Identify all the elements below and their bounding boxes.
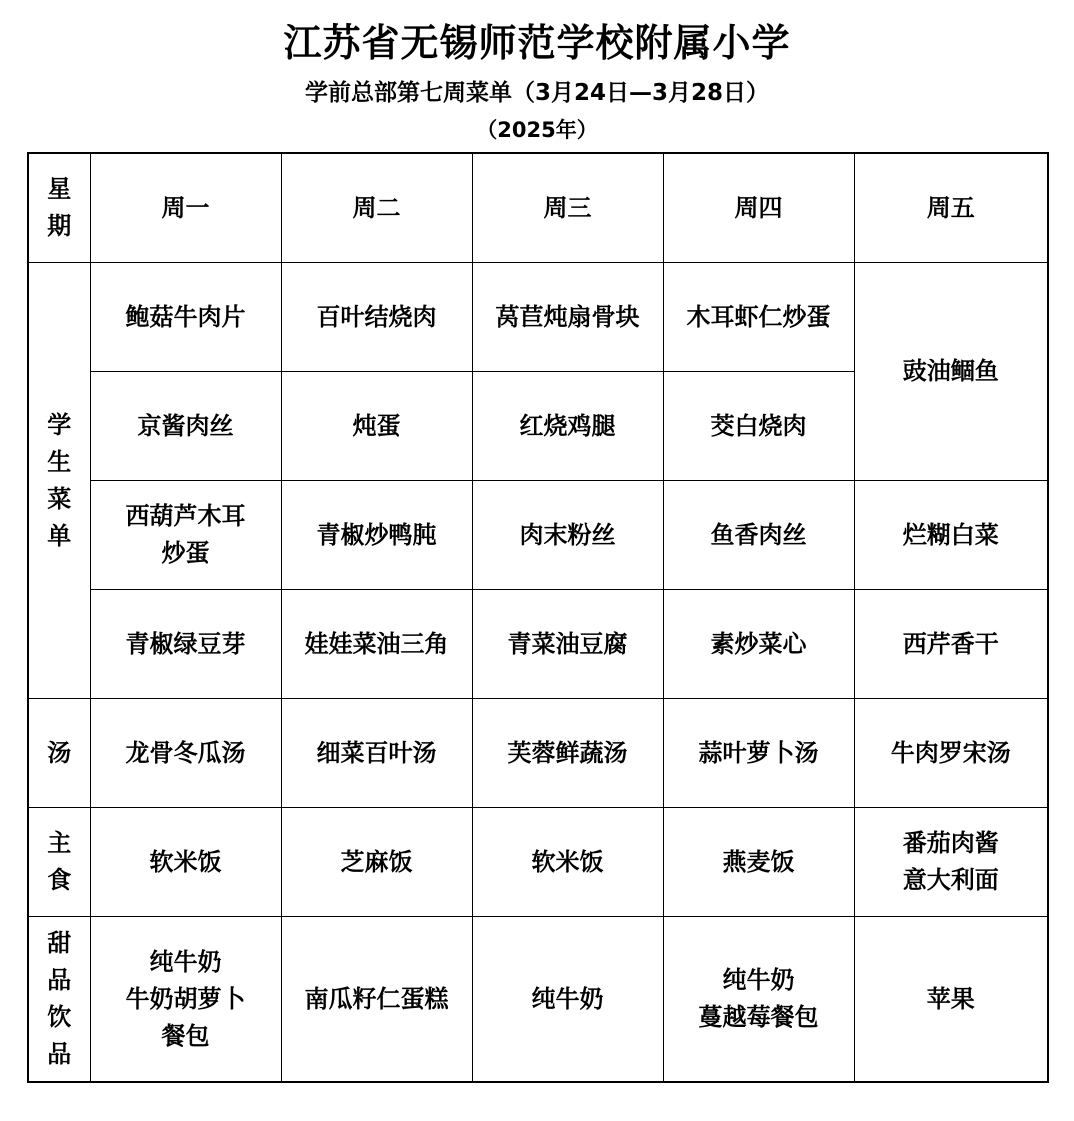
row-header-soup: 汤 xyxy=(28,699,90,808)
staple-cell: 番茄肉酱 意大利面 xyxy=(854,808,1048,917)
dish-cell: 西葫芦木耳 炒蛋 xyxy=(90,481,281,590)
dish-cell: 青菜油豆腐 xyxy=(472,590,663,699)
student-menu-row xyxy=(28,590,1048,699)
dish-cell: 鲍菇牛肉片 xyxy=(90,263,281,372)
staple-cell: 软米饭 xyxy=(90,808,281,917)
day-header: 周三 xyxy=(472,153,663,263)
dish-cell: 木耳虾仁炒蛋 xyxy=(663,263,854,372)
day-header: 周四 xyxy=(663,153,854,263)
soup-cell: 蒜叶萝卜汤 xyxy=(663,699,854,808)
staple-cell: 软米饭 xyxy=(472,808,663,917)
dish-cell: 素炒菜心 xyxy=(663,590,854,699)
dish-cell: 莴苣炖扇骨块 xyxy=(472,263,663,372)
page-subtitle: 学前总部第七周菜单（3月24日—3月28日） xyxy=(304,80,770,106)
dish-cell: 百叶结烧肉 xyxy=(281,263,472,372)
dessert-cell: 苹果 xyxy=(854,917,1048,1083)
dessert-cell: 纯牛奶 牛奶胡萝卜 餐包 xyxy=(90,917,281,1083)
dish-cell: 肉末粉丝 xyxy=(472,481,663,590)
row-header-student-menu: 学生菜单 xyxy=(28,263,90,699)
page-year: （2025年） xyxy=(476,118,598,142)
dessert-cell: 南瓜籽仁蛋糕 xyxy=(281,917,472,1083)
day-header: 周五 xyxy=(854,153,1048,263)
student-menu-row xyxy=(28,263,1048,372)
soup-cell: 细菜百叶汤 xyxy=(281,699,472,808)
dish-cell: 青椒炒鸭肫 xyxy=(281,481,472,590)
soup-cell: 芙蓉鲜蔬汤 xyxy=(472,699,663,808)
soup-cell: 牛肉罗宋汤 xyxy=(854,699,1048,808)
weekday-row xyxy=(28,153,1048,263)
dish-cell: 豉油鲴鱼 xyxy=(854,263,1048,481)
day-header: 周一 xyxy=(90,153,281,263)
row-header-weekday: 星期 xyxy=(28,153,90,263)
dish-cell: 娃娃菜油三角 xyxy=(281,590,472,699)
dish-cell: 鱼香肉丝 xyxy=(663,481,854,590)
row-header-staple: 主食 xyxy=(28,808,90,917)
menu-table xyxy=(27,152,1049,1083)
page-title: 江苏省无锡师范学校附属小学 xyxy=(283,21,791,65)
dish-cell: 烂糊白菜 xyxy=(854,481,1048,590)
soup-cell: 龙骨冬瓜汤 xyxy=(90,699,281,808)
dish-cell: 红烧鸡腿 xyxy=(472,372,663,481)
dish-cell: 茭白烧肉 xyxy=(663,372,854,481)
dish-cell: 炖蛋 xyxy=(281,372,472,481)
staple-row xyxy=(28,808,1048,917)
dish-cell: 西芹香干 xyxy=(854,590,1048,699)
staple-cell: 芝麻饭 xyxy=(281,808,472,917)
dish-cell: 青椒绿豆芽 xyxy=(90,590,281,699)
dessert-row xyxy=(28,917,1048,1083)
row-header-dessert: 甜品饮品 xyxy=(28,917,90,1083)
dessert-cell: 纯牛奶 xyxy=(472,917,663,1083)
dessert-cell: 纯牛奶 蔓越莓餐包 xyxy=(663,917,854,1083)
day-header: 周二 xyxy=(281,153,472,263)
staple-cell: 燕麦饭 xyxy=(663,808,854,917)
student-menu-row xyxy=(28,481,1048,590)
dish-cell: 京酱肉丝 xyxy=(90,372,281,481)
soup-row xyxy=(28,699,1048,808)
